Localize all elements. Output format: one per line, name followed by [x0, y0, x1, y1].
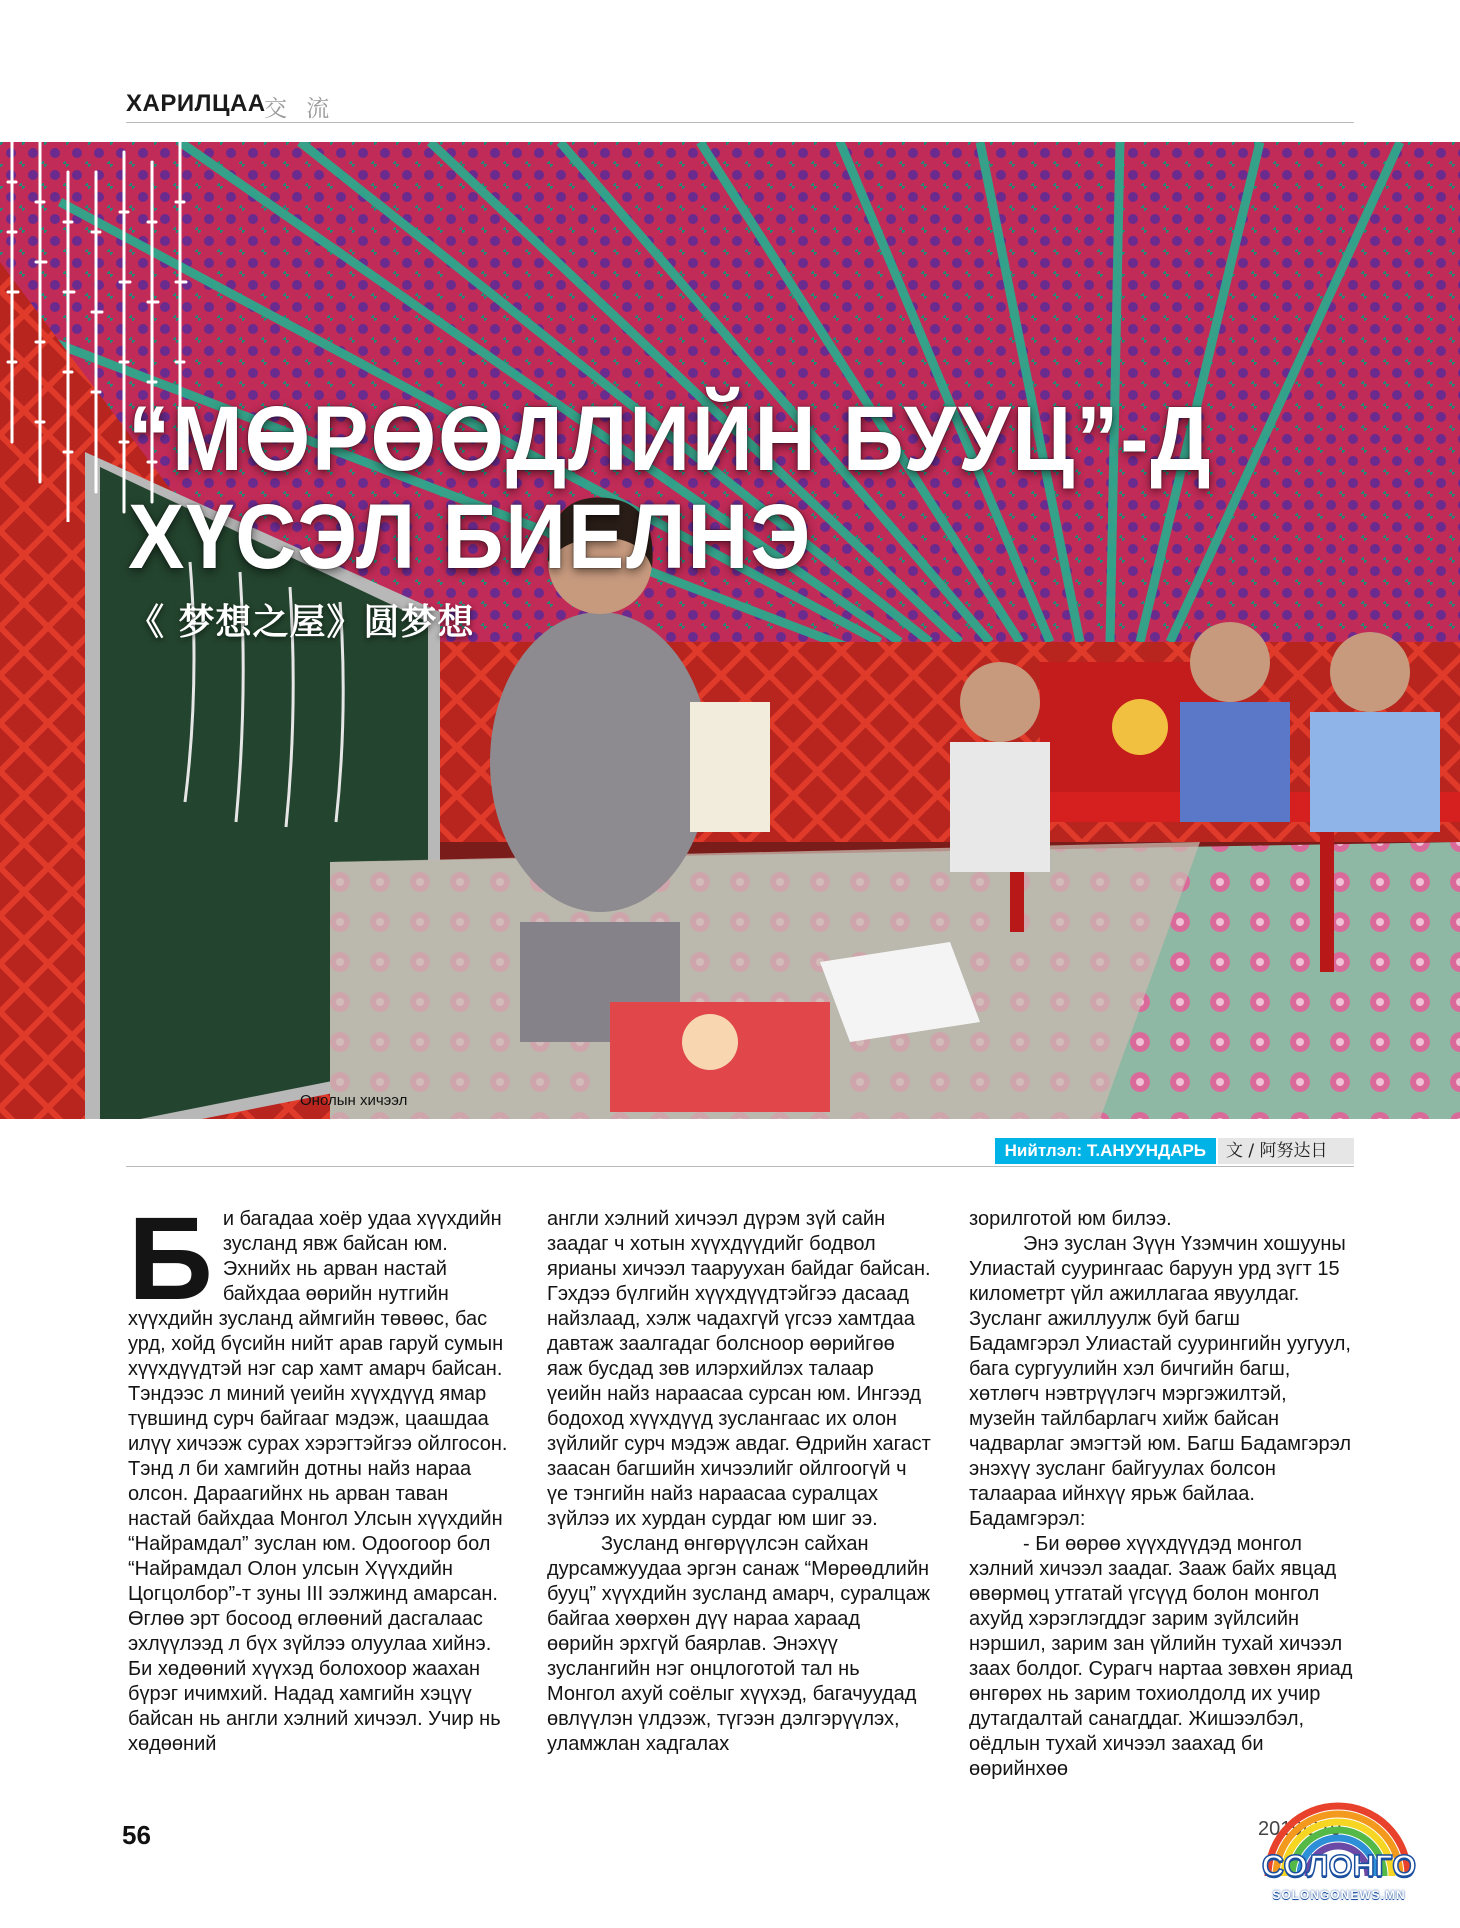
- hero-photo: [0, 142, 1460, 1119]
- article-paragraph: зорилготой юм билээ.: [969, 1208, 1172, 1230]
- article-paragraph: - Би өөрөө хүүхдүүдэд монгол хэлний хичээл заадаг. Зааж байх явцад өвөрмөц утгатай үгсүүд болон монгол ахуйд хэрэглэгддэг зарим зүйлсийн нэршил, зарим зан үйлийн тухай хичээл заах болдог. Сурагч нартаа зөвхөн яриад өнгөрөх нь зарим тохиолдолд их учир дутагдалтай санагддаг. Жишээлбэл, оёдлын тухай хичээл заахад би өөрийнхөө: [969, 1533, 1353, 1780]
- article-paragraph: англи хэлний хичээл дүрэм зүй сайн заадаг ч хотын хүүхдүүдийг бодвол ярианы хичээл тааруухан байдаг байсан. Гэхдээ бүлгийн хүүхдүүдтэйгээ дасаад найзлаад, хэлж чадахгүй үгсээ хамтдаа давтаж заалгадаг болсноор өөрийгөө яаж бусдад зөв илэрхийлэх талаар үеийн найз нараасаа сурсан юм. Ингээд бодоход хүүхдүүд зуслангаас их олон зүйлийг сурч мэдэж авдаг. Өдрийн хагаст заасан багшийн хичээлийг ойлгоогүй ч үе тэнгийн найз нараасаа суралцах зүйлээ их хурдан сурдаг юм шиг ээ.: [547, 1208, 931, 1530]
- issue-number: 2019/279: [1258, 1818, 1342, 1840]
- logo-wordmark: СОЛОНГО: [1261, 1848, 1417, 1883]
- article-title-cn: 《 梦想之屋》圆梦想: [128, 602, 475, 643]
- byline: [126, 1138, 1354, 1167]
- byline-author-mn: Нийтлэл: Т.АНУУНДАРЬ: [995, 1138, 1216, 1164]
- article-title: [128, 390, 1212, 586]
- section-title-cn: 交 流: [264, 96, 336, 122]
- mongolian-script-text: [0, 142, 210, 522]
- article-paragraph: и багадаа хоёр удаа хүүхдийн зусланд явж байсан юм. Эхнийх нь арван настай байхдаа өөрийн нутгийн хүүхдийн зусланд аймгийн төвөөс, бас урд, хойд бүсийн нийт арав гаруй сумын хүүхдүүдтэй нэг сар хамт амарч байсан. Тэндээс л миний үеийн хүүхдүүд ямар түвшинд сурч байгааг мэдэж, цаашдаа илүү хичээж сурах хэрэгтэйгээ ойлгосон. Тэнд л би хамгийн дотны найз нараа олсон. Дараагийнх нь арван таван настай байхдаа Монгол Улсын хүүхдийн “Найрамдал” зуслан юм. Одоогоор бол “Найрамдал Олон улсын Хүүхдийн Цогцолбор”-т зуны III ээлжинд амарсан. Өглөө эрт босоод өглөөний дасгалаас эхлүүлээд л бүх зүйлээ олуулаа хийнэ. Би хөдөөний хүүхэд болохоор жаахан бүрэг ичимхий. Надад хамгийн хэцүү байсан нь англи хэлний хичээл. Учир нь хөдөөний: [128, 1208, 508, 1755]
- article-title-line1: “МӨРӨӨДЛИЙН БУУЦ”-Д: [128, 388, 1213, 490]
- page-number: 56: [122, 1820, 151, 1850]
- article-title-line2: ХҮСЭЛ БИЕЛНЭ: [128, 486, 813, 588]
- section-title-mn: ХАРИЛЦАА: [126, 90, 266, 117]
- logo-url[interactable]: SOLONGONEWS.MN: [1272, 1888, 1406, 1902]
- article-paragraph: Бадамгэрэл:: [969, 1508, 1086, 1530]
- byline-author-cn: 文 / 阿努达日: [1218, 1138, 1354, 1164]
- article-paragraph: Зусланд өнгөрүүлсэн сайхан дурсамжуудаа эргэн санаж “Мөрөөдлийн бууц” хүүхдийн зусланд амарч, суралцаж байгаа хөөрхөн дүү нараа хараад өөрийн эрхгүй баярлав. Энэхүү зуслангийн нэг онцлоготой тал нь Монгол ахуй соёлыг хүүхэд, багачуудад өвлүүлэн үлдээж, түгээн дэлгэрүүлэх, уламжлан хадгалах: [547, 1533, 930, 1755]
- article-column-3: [969, 1207, 1354, 1782]
- article-column-2: [547, 1207, 932, 1757]
- photo-caption: Онолын хичээл: [300, 1092, 408, 1109]
- article-paragraph: Энэ зуслан Зүүн Үзэмчин хошууны Улиастай суурингаас баруун урд зүгт 15 километрт үйл ажиллагаа явуулдаг. Зусланг ажиллуулж буй багш Бадамгэрэл Улиастай суурингийн уугуул, бага сургуулийн хэл бичгийн багш, хөтлөгч нэвтрүүлэгч мэргэжилтэй, музейн тайлбарлагч хийж байсан чадварлаг эмэгтэй юм. Багш Бадамгэрэл энэхүү зусланг байгуулах болсон талаараа ийнхүү ярьж байлаа.: [969, 1233, 1352, 1505]
- drop-cap: Б: [128, 1193, 213, 1325]
- section-header: [126, 88, 1354, 123]
- article-column-1: [128, 1193, 508, 1757]
